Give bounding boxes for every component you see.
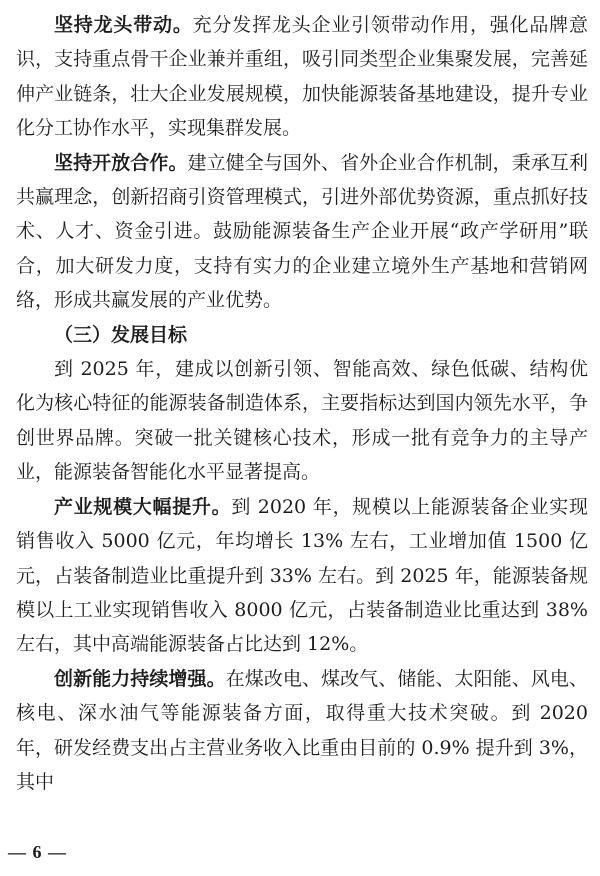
paragraph-body: 到 2020 年，规模以上能源装备企业实现销售收入 5000 亿元，年均增长 13% 左右，工业增加值 1500 亿元，占装备制造业比重提升到 33% 左右。到 2025 年，能源装备规模以上工业实现销售收入 8000 亿元，占装备制造业比重达到 38% 左右，其中高端能源装备占比达到 12%。 xyxy=(16,495,588,656)
paragraph-body: 充分发挥龙头企业引领带动作用，强化品牌意识，支持重点骨干企业兼并重组，吸引同类型企业集聚发展，完善延伸产业链条，壮大企业发展规模，加快能源装备基地建设，提升专业化分工协作水平，实现集群发展。 xyxy=(16,14,588,140)
paragraph-lead: 坚持龙头带动。 xyxy=(54,14,193,36)
paragraph-body: 在煤改电、煤改气、储能、太阳能、风电、核电、深水油气等能源装备方面，取得重大技术突破。到 2020 年，研发经费支出占主营业务收入比重由目前的 0.9% 提升到 3%，其中 xyxy=(16,667,588,793)
paragraph-lead: 产业规模大幅提升。 xyxy=(54,495,232,518)
paragraph-innovation xyxy=(16,662,588,800)
paragraph-leading-enterprises xyxy=(16,8,588,146)
paragraph-open-cooperation xyxy=(16,146,588,318)
paragraph-lead: 坚持开放合作。 xyxy=(54,151,188,174)
paragraph-body: 建立健全与国外、省外企业合作机制，秉承互利共赢理念，创新招商引资管理模式，引进外部优势资源，重点抓好技术、人才、资金引进。鼓励能源装备生产企业开展“政产学研用”联合，加大研发力度，支持有实力的企业建立境外生产基地和营销网络，形成共赢发展的产业优势。 xyxy=(16,151,588,312)
section-heading: （三）发展目标 xyxy=(54,323,188,346)
paragraph-goals: 到 2025 年，建成以创新引领、智能高效、绿色低碳、结构优化为核心特征的能源装备制造体系，主要指标达到国内领先水平，争创世界品牌。突破一批关键核心技术，形成一批有竞争力的主导产业，能源装备智能化水平显著提高。 xyxy=(16,358,588,484)
paragraph-industry-scale xyxy=(16,490,588,662)
paragraph-lead: 创新能力持续增强。 xyxy=(54,667,226,690)
document-page xyxy=(16,8,588,799)
page-number: — 6 — xyxy=(8,842,67,862)
